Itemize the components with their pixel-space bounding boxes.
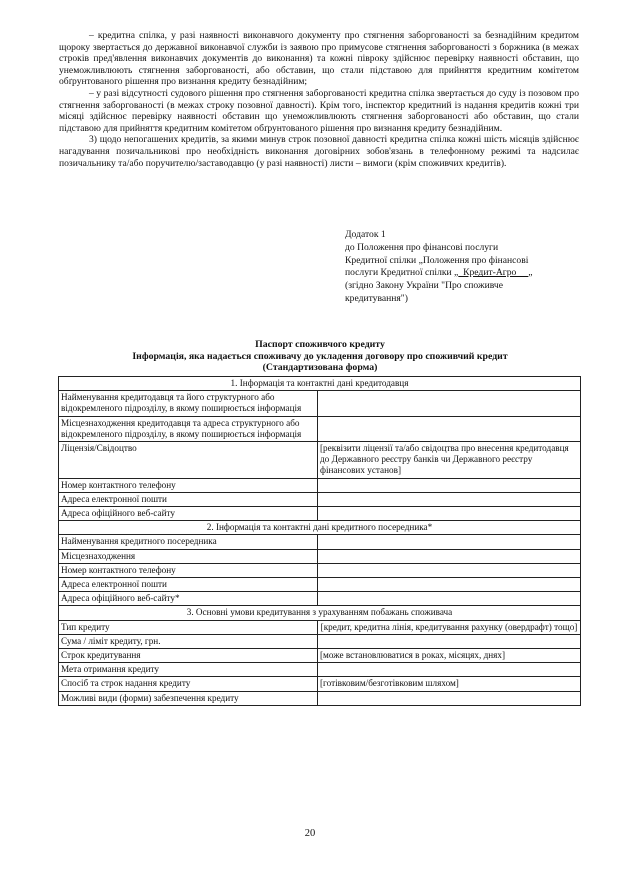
document-title: Паспорт споживчого кредиту <box>255 339 385 350</box>
row-label: Мета отримання кредиту <box>59 663 318 677</box>
row-value <box>318 478 581 492</box>
appendix-text: послуги Кредитної спілки „ <box>345 267 459 279</box>
section-header: 3. Основні умови кредитування з урахуванням побажань споживача <box>59 606 581 620</box>
row-value <box>318 391 581 416</box>
table-row <box>59 663 581 677</box>
table-row <box>59 620 581 634</box>
table-row <box>59 442 581 479</box>
body-text <box>59 30 579 169</box>
section-header: 2. Інформація та контактні дані кредитного посередника* <box>59 521 581 535</box>
appendix-line: (згідно Закону України "Про споживче <box>345 280 503 292</box>
table-row <box>59 549 581 563</box>
table-row <box>59 578 581 592</box>
row-label: Місцезнаходження кредитодавця та адреса структурного або відокремленого підрозділу, в якому поширюється інформація <box>59 416 318 441</box>
table-row <box>59 507 581 521</box>
page-number: 20 <box>304 828 316 839</box>
table-row <box>59 634 581 648</box>
row-label: Адреса електронної пошти <box>59 492 318 506</box>
paragraph: – кредитна спілка, у разі наявності виконавчого документу про стягнення заборгованості за безнадійним кредитом щороку звертається до державної виконавчої служби із заявою про примусове стягнення заборгованості з боржника (в межах строків пред'явлення виконавчих документів до виконання) та кожні півроку здійснює перевірку наявності обставин, що унеможливлюють стягнення заборгованості, або обставин, що стали підставою для прийняття кредитним комітетом обґрунтованого рішення про визнання кредиту безнадійним; <box>59 30 579 88</box>
table-row <box>59 535 581 549</box>
document-subtitle: Інформація, яка надається споживачу до укладення договору про споживчий кредит <box>132 350 508 362</box>
table-row <box>59 391 581 416</box>
row-label: Можливі види (форми) забезпечення кредиту <box>59 691 318 705</box>
row-value <box>318 507 581 521</box>
row-value <box>318 416 581 441</box>
row-label: Адреса офіційного веб-сайту* <box>59 592 318 606</box>
row-label: Спосіб та строк надання кредиту <box>59 677 318 691</box>
row-label: Місцезнаходження <box>59 549 318 563</box>
row-label: Найменування кредитного посередника <box>59 535 318 549</box>
appendix-line: Кредитної спілки „Положення про фінансові <box>345 254 529 266</box>
credit-union-name: Кредит-Агро <box>458 267 529 279</box>
row-label: Номер контактного телефону <box>59 478 318 492</box>
paragraph: – у разі відсутності судового рішення про стягнення заборгованості кредитна спілка звертається до суду із позовом про стягнення заборгованості (в межах строку позовної давності). Крім того, інспектор кредитний із надання кредитів кожні три місяці здійснює перевірку наявності обставин що унеможливлюють стягнення заборгованості або обставин, що стали підставою для прийняття кредитним комітетом обґрунтованого рішення про визнання кредиту безнадійним. <box>59 87 579 134</box>
passport-table <box>58 376 581 706</box>
table-row <box>59 592 581 606</box>
row-label: Сума / ліміт кредиту, грн. <box>59 634 318 648</box>
appendix-line: кредитування") <box>345 292 408 304</box>
row-value <box>318 549 581 563</box>
section-header-row <box>59 377 581 391</box>
row-value <box>318 563 581 577</box>
appendix-line: Додаток 1 <box>345 229 386 240</box>
row-label: Адреса електронної пошти <box>59 578 318 592</box>
row-value: [реквізити ліцензії та/або свідоцтва про внесення кредитодавця до Державного реєстру банків чи Державного реєстру фінансових установ] <box>318 442 581 479</box>
row-value <box>318 592 581 606</box>
row-value <box>318 578 581 592</box>
table-row <box>59 691 581 705</box>
table-row <box>59 677 581 691</box>
row-value: [кредит, кредитна лінія, кредитування рахунку (овердрафт) тощо] <box>318 620 581 634</box>
row-value <box>318 691 581 705</box>
table-row <box>59 563 581 577</box>
row-label: Адреса офіційного веб-сайту <box>59 507 318 521</box>
passport-titles <box>59 339 581 374</box>
row-label: Строк кредитування <box>59 649 318 663</box>
row-value <box>318 535 581 549</box>
row-value: [може встановлюватися в роках, місяцях, днях] <box>318 649 581 663</box>
table-row <box>59 492 581 506</box>
appendix-note <box>345 229 585 306</box>
row-value <box>318 492 581 506</box>
table-row <box>59 416 581 441</box>
section-header-row <box>59 521 581 535</box>
section-header-row <box>59 606 581 620</box>
form-type: (Стандартизована форма) <box>262 362 378 373</box>
row-value: [готівковим/безготівковим шляхом] <box>318 677 581 691</box>
row-value <box>318 663 581 677</box>
paragraph: 3) щодо непогашених кредитів, за якими минув строк позовної давності кредитна спілка кожні шість місяців здійснює нагадування позичальникові про необхідність виконання договірних зобов'язань в телефонному режимі та надсилає позичальнику та/або поручителю/заставодавцю (у разі наявності) листи – вимоги (крім споживчих кредитів). <box>59 134 579 169</box>
appendix-line: до Положення про фінансові послуги <box>345 241 499 253</box>
section-header: 1. Інформація та контактні дані кредитодавця <box>59 377 581 391</box>
appendix-line <box>345 267 585 280</box>
table-row <box>59 478 581 492</box>
table-row <box>59 649 581 663</box>
appendix-text: „ <box>528 267 533 279</box>
row-label: Ліцензія/Свідоцтво <box>59 442 318 479</box>
row-value <box>318 634 581 648</box>
row-label: Номер контактного телефону <box>59 563 318 577</box>
row-label: Тип кредиту <box>59 620 318 634</box>
row-label: Найменування кредитодавця та його структурного або відокремленого підрозділу, в якому поширюється інформація <box>59 391 318 416</box>
